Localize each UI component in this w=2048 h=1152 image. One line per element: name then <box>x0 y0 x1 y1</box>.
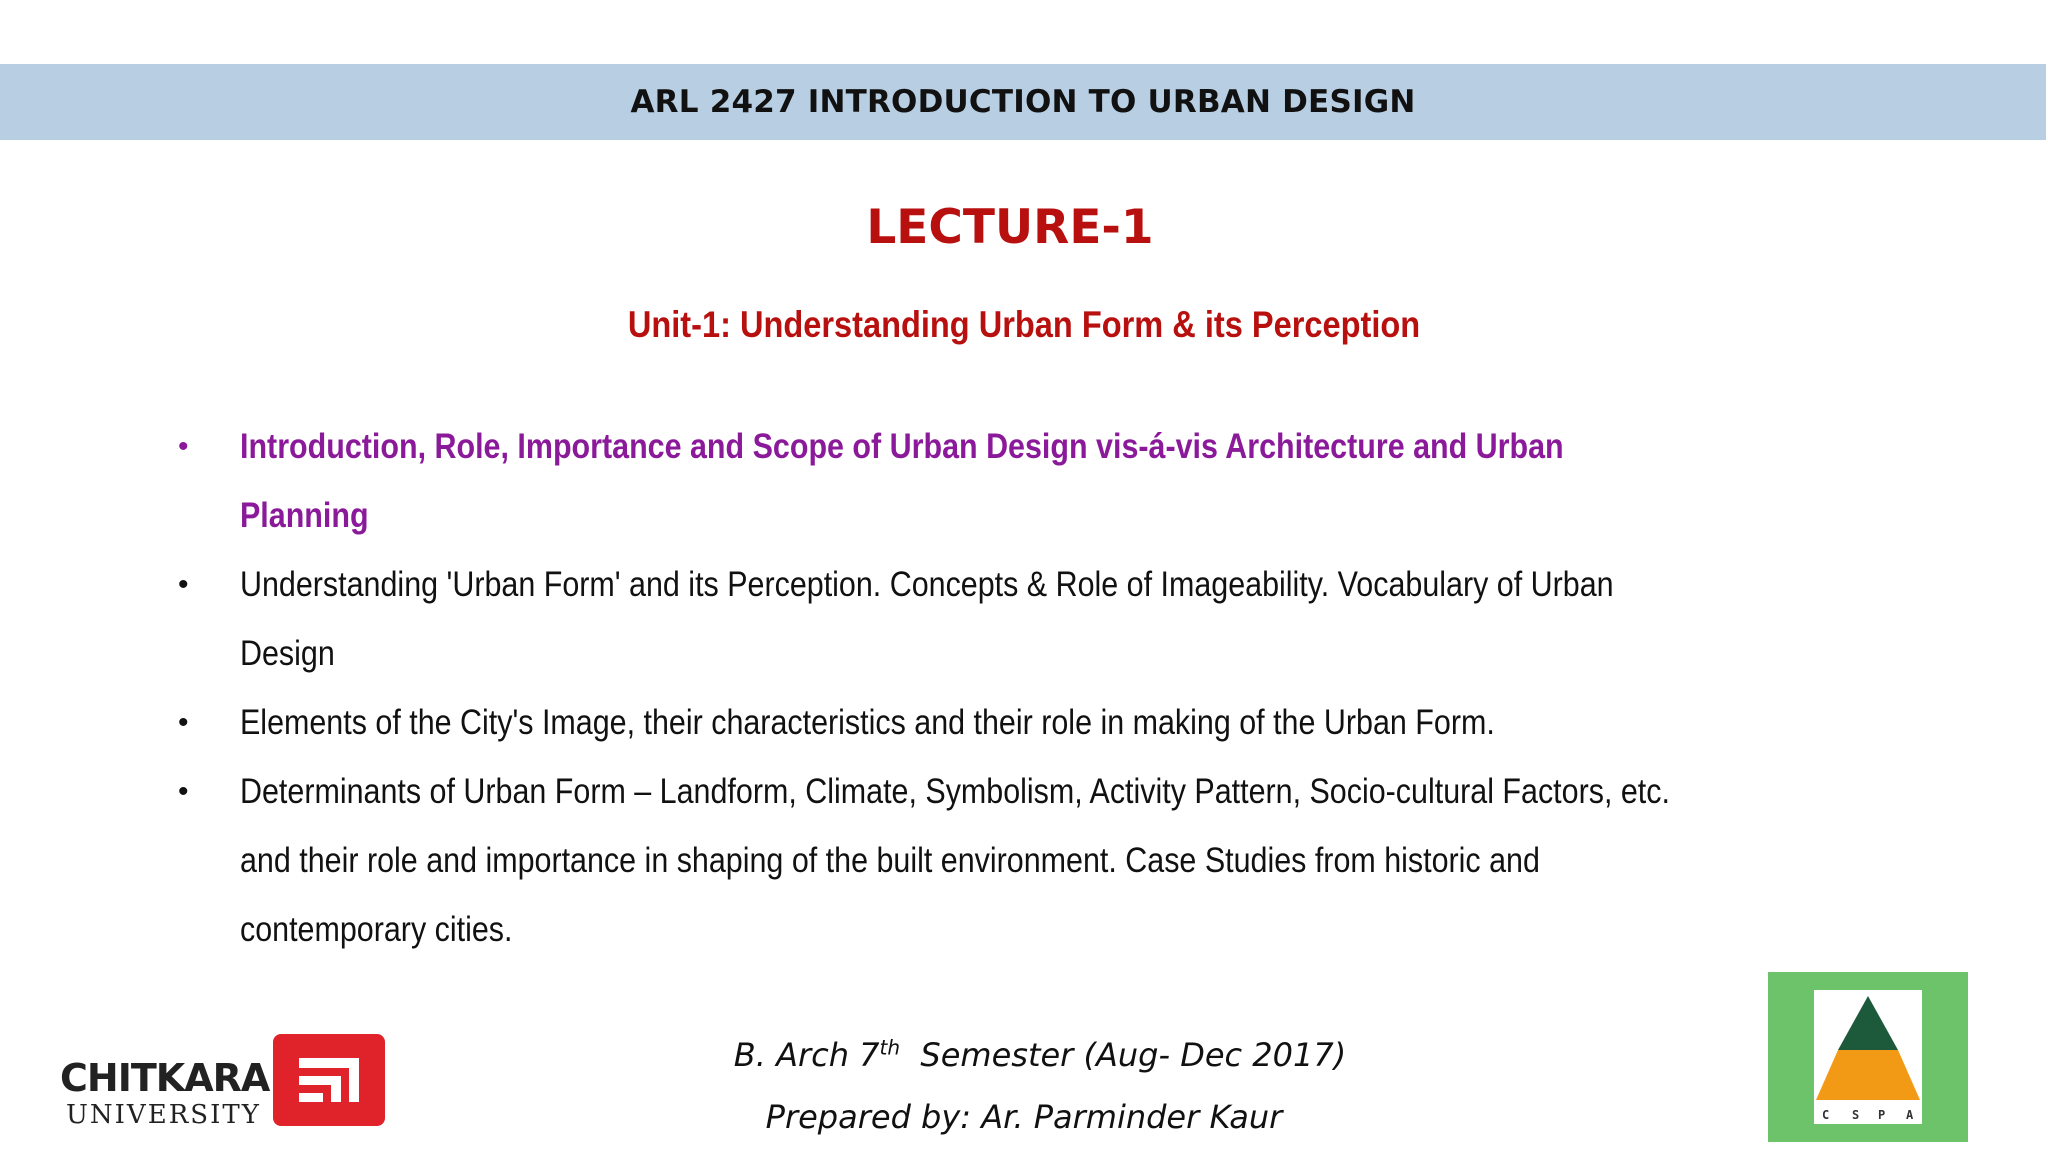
cspa-logo <box>1768 972 1968 1142</box>
bullet-text: Elements of the City's Image, their characteristics and their role in making of the Urban Form. <box>240 703 1495 742</box>
prepared-by-line: Prepared by: Ar. Parminder Kaur <box>765 1098 1283 1136</box>
cspa-logo-panel <box>1814 990 1922 1124</box>
bullet-text: Determinants of Urban Form – Landform, Climate, Symbolism, Activity Pattern, Socio-cultural Factors, etc. and their role and importance in shaping of the built environment. Case Studies from historic and contemporary cities. <box>240 772 1670 949</box>
cspa-letter: S <box>1852 1108 1860 1122</box>
bullet-icon: • <box>178 430 189 463</box>
bullet-list <box>178 412 1898 964</box>
bullet-item <box>178 550 1898 688</box>
bullet-item <box>178 757 1898 964</box>
unit-title: Unit-1: Understanding Urban Form & its Perception <box>627 304 1421 345</box>
bullet-text: Understanding 'Urban Form' and its Perception. Concepts & Role of Imageability. Vocabulary of Urban Design <box>240 565 1614 673</box>
cspa-triangle-icon <box>1814 990 1922 1124</box>
cspa-letter: A <box>1906 1108 1914 1122</box>
bullet-icon: • <box>178 775 189 808</box>
bullet-item <box>178 688 1898 757</box>
bullet-text: Introduction, Role, Importance and Scope of Urban Design vis-á-vis Architecture and Urban Planning <box>240 427 1564 535</box>
chitkara-wordmark: CHITKARA <box>60 1056 270 1100</box>
lecture-title: LECTURE-1 <box>866 200 1154 255</box>
course-title: ARL 2427 INTRODUCTION TO URBAN DESIGN <box>630 84 1416 120</box>
bullet-item <box>178 412 1898 550</box>
cspa-letter: C <box>1822 1108 1830 1122</box>
ordinal-suffix: th <box>879 1035 901 1060</box>
semester-text: Semester (Aug- Dec 2017) <box>900 1036 1347 1074</box>
bullet-icon: • <box>178 706 189 739</box>
header-band <box>0 64 2046 140</box>
cspa-letter: P <box>1878 1108 1886 1122</box>
bullet-icon: • <box>178 568 189 601</box>
program-text: B. Arch 7 <box>733 1036 880 1074</box>
university-wordmark: UNIVERSITY <box>66 1100 261 1130</box>
semester-line <box>16 1036 2048 1074</box>
